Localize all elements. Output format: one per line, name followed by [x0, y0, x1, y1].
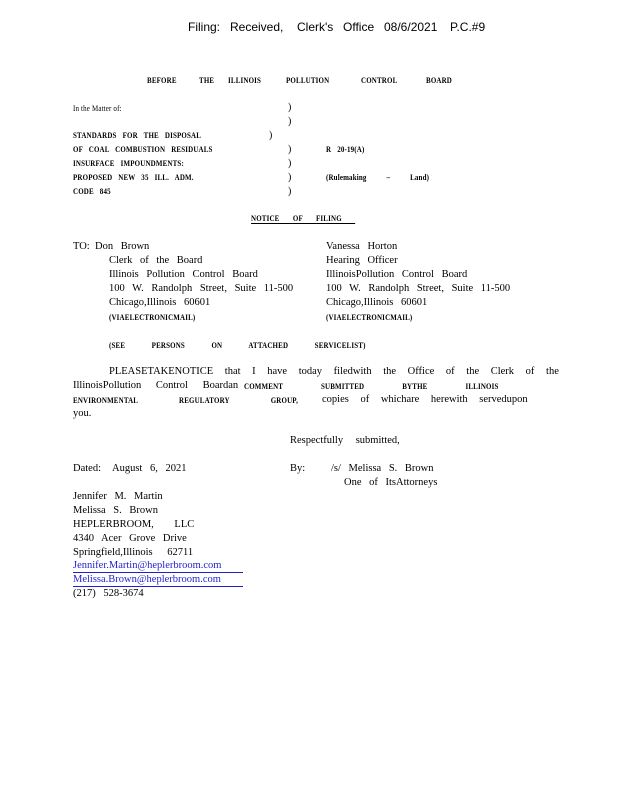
caption-row: INSURFACE IMPOUNDMENTS:	[73, 158, 184, 168]
recipient-left-line: Chicago,Illinois 60601	[109, 297, 211, 308]
recipient-left-line: Don Brown	[95, 241, 150, 252]
body-line: you.	[73, 408, 92, 419]
recipient-left-line: Illinois Pollution Control Board	[109, 269, 258, 280]
docket-number: R 20-19(A)	[326, 144, 365, 154]
email-link-underline	[73, 572, 243, 573]
caption-paren: )	[288, 158, 292, 169]
recipient-right-line: Chicago,Illinois 60601	[326, 297, 428, 308]
caption-paren: )	[288, 144, 292, 155]
caption-row: STANDARDS FOR THE DISPOSAL	[73, 130, 202, 140]
body-line-bold: COMMENT SUBMITTED BYTHE ILLINOIS	[244, 381, 499, 391]
email-link-underline	[73, 586, 243, 587]
title-control: CONTROL	[361, 75, 398, 85]
body-line: IllinoisPollution Control Boardan	[73, 380, 239, 391]
title-pollution: POLLUTION	[286, 75, 330, 85]
caption-paren: )	[288, 102, 292, 113]
pc-number: P.C.#9	[450, 20, 486, 34]
phone-number: (217) 528-3674	[73, 588, 144, 599]
recipient-right-via: (VIAELECTRONICMAIL)	[326, 312, 413, 322]
title-illinois: ILLINOIS	[228, 75, 262, 85]
signature-role: One of ItsAttorneys	[344, 477, 438, 488]
counsel-line: Melissa S. Brown	[73, 505, 158, 516]
title-board: BOARD	[426, 75, 452, 85]
caption-paren: )	[288, 172, 292, 183]
email-link[interactable]: Jennifer.Martin@heplerbroom.com	[73, 560, 222, 571]
counsel-line: 4340 Acer Grove Drive	[73, 533, 187, 544]
notice-title: NOTICE OF FILING	[251, 213, 355, 224]
recipient-left-line: 100 W. Randolph Street, Suite 11-500	[109, 283, 294, 294]
caption-paren: )	[269, 130, 273, 141]
body-line: PLEASETAKENOTICE that I have today filedwith the Office of the Clerk of the	[109, 366, 559, 377]
caption-row: PROPOSED NEW 35 ILL. ADM.	[73, 172, 194, 182]
closing: Respectfully submitted,	[290, 435, 400, 446]
filing-label: Filing:	[188, 20, 221, 34]
counsel-line: HEPLERBROOM, LLC	[73, 519, 195, 530]
email-link[interactable]: Melissa.Brown@heplerbroom.com	[73, 574, 221, 585]
rulemaking-type: (Rulemaking – Land)	[326, 172, 430, 182]
caption-row: CODE 845	[73, 186, 111, 196]
counsel-line: Jennifer M. Martin	[73, 491, 163, 502]
caption-paren: )	[288, 186, 292, 197]
title-the: THE	[199, 75, 215, 85]
dated-value: August 6, 2021	[112, 463, 187, 474]
body-line-bold: ENVIRONMENTAL REGULATORY GROUP,	[73, 395, 298, 405]
recipient-right-line: 100 W. Randolph Street, Suite 11-500	[326, 283, 511, 294]
received-label: Received,	[230, 20, 284, 34]
recipient-right-line: Vanessa Horton	[326, 241, 398, 252]
service-list-note: (SEE PERSONS ON ATTACHED SERVICELIST)	[109, 340, 366, 350]
to-label: TO:	[73, 241, 90, 252]
by-label: By:	[290, 463, 306, 474]
matter-line: In the Matter of:	[73, 103, 122, 113]
signature: /s/ Melissa S. Brown	[331, 463, 434, 474]
filing-date: 08/6/2021	[384, 20, 438, 34]
counsel-line: Springfield,Illinois 62711	[73, 547, 194, 558]
recipient-left-line: Clerk of the Board	[109, 255, 203, 266]
clerks-label: Clerk's	[297, 20, 334, 34]
dated-label: Dated:	[73, 463, 101, 474]
caption-paren: )	[288, 116, 292, 127]
recipient-left-via: (VIAELECTRONICMAIL)	[109, 312, 196, 322]
title-before: BEFORE	[147, 75, 177, 85]
body-line: copies of whichare herewith servedupon	[322, 394, 528, 405]
recipient-right-line: Hearing Officer	[326, 255, 398, 266]
caption-row: OF COAL COMBUSTION RESIDUALS	[73, 144, 213, 154]
office-label: Office	[343, 20, 375, 34]
recipient-right-line: IllinoisPollution Control Board	[326, 269, 468, 280]
